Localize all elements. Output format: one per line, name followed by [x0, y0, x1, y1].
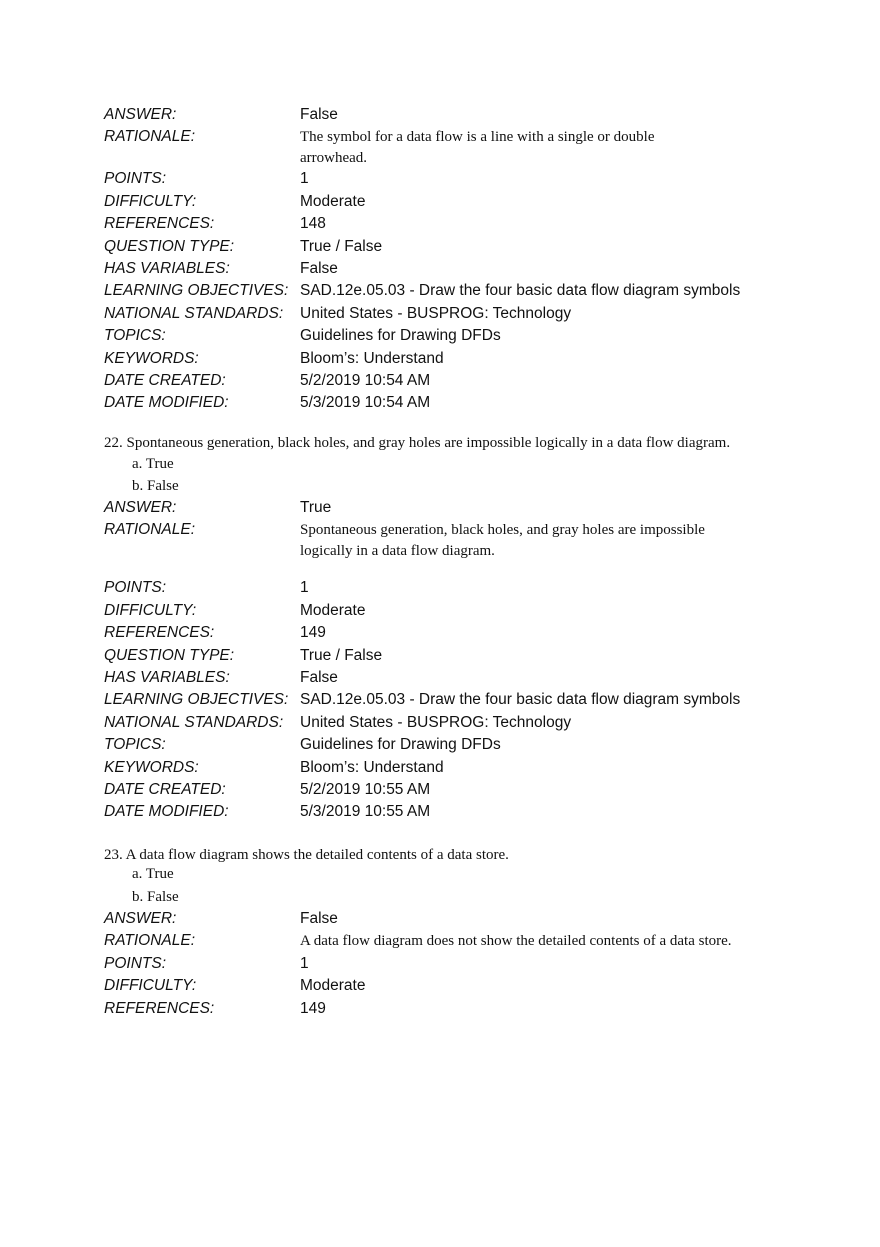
q23-metadata [104, 908, 784, 1020]
learning-objectives-row [104, 280, 784, 302]
question-type-value: True / False [300, 237, 383, 255]
references-label: REFERENCES: [104, 215, 215, 233]
learning-objectives-value: SAD.12e.05.03 - Draw the four basic data flow diagram symbols [300, 691, 741, 709]
references-row [104, 622, 784, 644]
difficulty-value: Moderate [300, 601, 366, 619]
points-value: 1 [300, 170, 309, 188]
topics-label: TOPICS: [104, 327, 166, 345]
references-value: 149 [300, 624, 326, 642]
answer-value: False [300, 910, 338, 927]
references-label: REFERENCES: [104, 999, 215, 1017]
answer-row [104, 104, 784, 126]
national-standards-label: NATIONAL STANDARDS: [104, 304, 284, 322]
rationale-row [104, 519, 784, 577]
rationale-value: The symbol for a data flow is a line with a single or double arrowhead. [300, 129, 655, 166]
rationale-label: RATIONALE: [104, 932, 196, 950]
topics-row [104, 325, 784, 347]
date-modified-label: DATE MODIFIED: [104, 394, 229, 412]
has-variables-row [104, 667, 784, 689]
date-created-label: DATE CREATED: [104, 780, 226, 798]
topics-value: Guidelines for Drawing DFDs [300, 736, 501, 754]
answer-label: ANSWER: [104, 106, 177, 123]
question-23-choice-b: b. False [132, 889, 179, 905]
difficulty-value: Moderate [300, 192, 366, 210]
points-row [104, 168, 784, 190]
rationale-value: A data flow diagram does not show the detailed contents of a data store. [300, 933, 732, 950]
national-standards-value: United States - BUSPROG: Technology [300, 713, 572, 731]
date-created-row [104, 779, 784, 801]
learning-objectives-label: LEARNING OBJECTIVES: [104, 691, 289, 709]
question-22-choice-b: b. False [132, 478, 179, 494]
has-variables-value: False [300, 259, 338, 277]
question-type-label: QUESTION TYPE: [104, 646, 235, 664]
difficulty-label: DIFFICULTY: [104, 192, 197, 210]
rationale-row [104, 126, 784, 168]
points-label: POINTS: [104, 954, 167, 972]
keywords-row [104, 757, 784, 779]
has-variables-label: HAS VARIABLES: [104, 668, 230, 686]
difficulty-row [104, 191, 784, 213]
keywords-label: KEYWORDS: [104, 758, 199, 776]
question-type-row [104, 236, 784, 258]
national-standards-label: NATIONAL STANDARDS: [104, 713, 284, 731]
date-modified-value: 5/3/2019 10:54 AM [300, 394, 431, 412]
difficulty-label: DIFFICULTY: [104, 601, 197, 619]
keywords-label: KEYWORDS: [104, 349, 199, 367]
answer-label: ANSWER: [104, 910, 177, 927]
answer-value: True [300, 499, 332, 516]
points-label: POINTS: [104, 170, 167, 188]
keywords-value: Bloom’s: Understand [300, 349, 444, 367]
answer-row [104, 908, 784, 930]
difficulty-row [104, 600, 784, 622]
learning-objectives-row [104, 689, 784, 711]
learning-objectives-value: SAD.12e.05.03 - Draw the four basic data flow diagram symbols [300, 282, 741, 300]
question-23-stem: 23. A data flow diagram shows the detailed contents of a data store. [104, 847, 509, 863]
has-variables-value: False [300, 668, 338, 686]
references-value: 148 [300, 215, 326, 233]
references-row [104, 213, 784, 235]
points-label: POINTS: [104, 579, 167, 597]
national-standards-value: United States - BUSPROG: Technology [300, 304, 572, 322]
question-23-choice-a: a. True [132, 866, 174, 882]
references-row [104, 998, 784, 1020]
topics-row [104, 734, 784, 756]
date-modified-label: DATE MODIFIED: [104, 803, 229, 821]
keywords-row [104, 348, 784, 370]
date-modified-row [104, 801, 784, 823]
topics-label: TOPICS: [104, 736, 166, 754]
q21-metadata [104, 104, 784, 415]
question-type-value: True / False [300, 646, 383, 664]
points-row [104, 577, 784, 599]
date-created-value: 5/2/2019 10:54 AM [300, 371, 431, 389]
learning-objectives-label: LEARNING OBJECTIVES: [104, 282, 289, 300]
points-value: 1 [300, 579, 309, 597]
date-created-row [104, 370, 784, 392]
rationale-label: RATIONALE: [104, 521, 196, 539]
keywords-value: Bloom’s: Understand [300, 758, 444, 776]
has-variables-row [104, 258, 784, 280]
q22-metadata [104, 497, 784, 824]
points-value: 1 [300, 954, 309, 972]
national-standards-row [104, 712, 784, 734]
question-22-stem: 22. Spontaneous generation, black holes, and gray holes are impossible logically in a data flow diagram. [104, 435, 731, 451]
references-value: 149 [300, 999, 326, 1017]
rationale-value: Spontaneous generation, black holes, and gray holes are impossible logically in a data flow diagram. [300, 522, 705, 559]
date-modified-value: 5/3/2019 10:55 AM [300, 803, 431, 821]
answer-label: ANSWER: [104, 499, 177, 516]
difficulty-label: DIFFICULTY: [104, 977, 197, 995]
points-row [104, 953, 784, 975]
date-created-value: 5/2/2019 10:55 AM [300, 780, 431, 798]
date-created-label: DATE CREATED: [104, 371, 226, 389]
question-type-row [104, 645, 784, 667]
answer-value: False [300, 106, 338, 123]
topics-value: Guidelines for Drawing DFDs [300, 327, 501, 345]
question-22-choice-a: a. True [132, 456, 174, 472]
rationale-row [104, 930, 784, 952]
date-modified-row [104, 392, 784, 414]
difficulty-row [104, 975, 784, 997]
question-type-label: QUESTION TYPE: [104, 237, 235, 255]
answer-row [104, 497, 784, 519]
national-standards-row [104, 303, 784, 325]
references-label: REFERENCES: [104, 624, 215, 642]
difficulty-value: Moderate [300, 977, 366, 995]
rationale-label: RATIONALE: [104, 128, 196, 146]
has-variables-label: HAS VARIABLES: [104, 259, 230, 277]
